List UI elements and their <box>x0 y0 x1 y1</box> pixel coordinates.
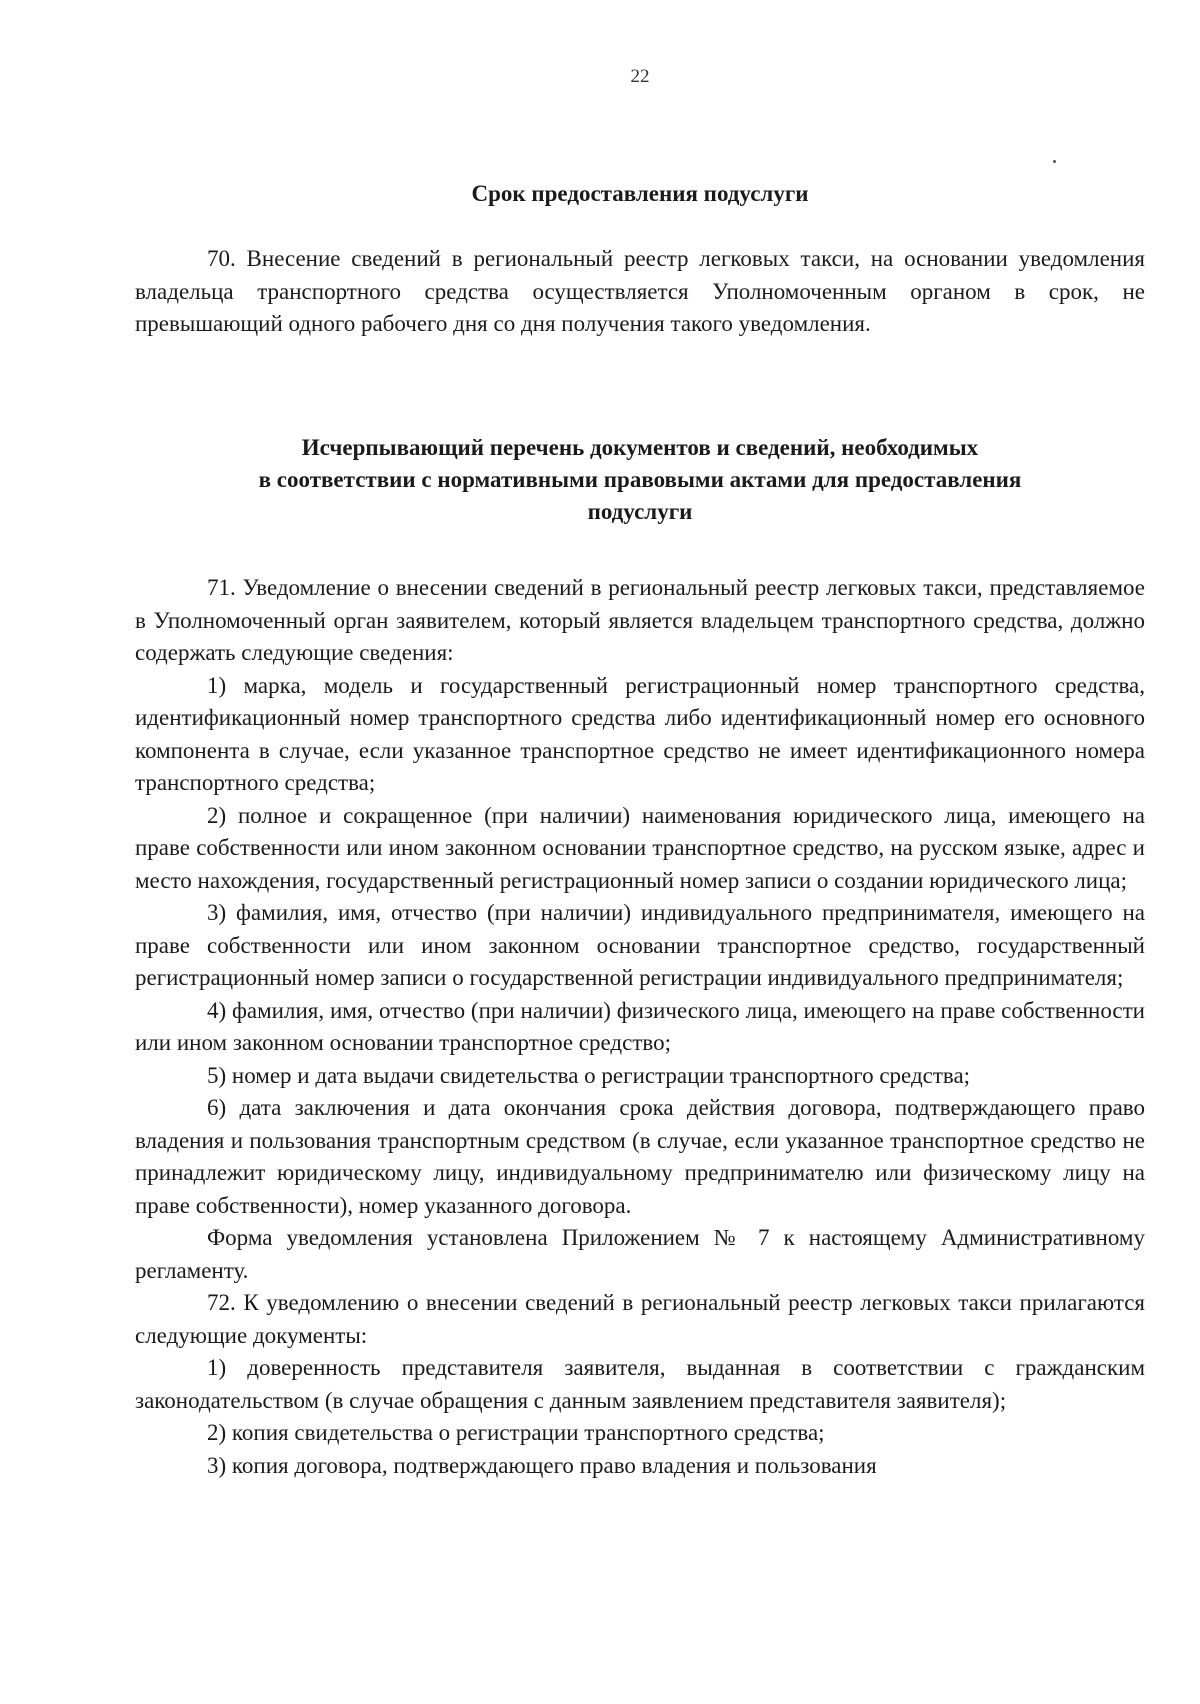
list-item-71-3: 3) фамилия, имя, отчество (при наличии) индивидуального предпринимателя, имеющего на праве собственности или ином законном основании транспортное средство, государственный регистрационный номер записи о государственной регистрации индивидуального предпринимателя; <box>135 900 1145 990</box>
paragraph-70: 70. Внесение сведений в региональный реестр легковых такси, на основании уведомления владельца транспортного средства осуществляется Уполномоченным органом в срок, не превышающий одного рабочего дня со дня получения такого уведомления. <box>135 246 1145 336</box>
list-item-71-4: 4) фамилия, имя, отчество (при наличии) физического лица, имеющего на праве собственности или ином законном основании транспортное средство; <box>135 997 1145 1055</box>
section-heading-service-term: Срок предоставления подуслуги <box>471 181 809 206</box>
heading-line-3: подуслуги <box>587 499 693 524</box>
list-item-72-1: 1) доверенность представителя заявителя, выданная в соответствии с гражданским законодательством (в случае обращения с данным заявлением представителя заявителя); <box>135 1355 1145 1413</box>
section-heading-documents-list <box>135 432 1145 528</box>
page-number: 22 <box>630 66 650 87</box>
list-item-72-3: 3) копия договора, подтверждающего право владения и пользования <box>207 1452 877 1478</box>
list-item-71-2: 2) полное и сокращенное (при наличии) наименования юридического лица, имеющего на праве собственности или ином законном основании транспортное средство, на русском языке, адрес и место нахождения, государственный регистрационный номер записи о создании юридического лица; <box>135 802 1145 893</box>
section-body-documents-list <box>135 572 1145 1482</box>
section-body-service-term <box>135 243 1145 341</box>
heading-line-1: Исчерпывающий перечень документов и сведений, необходимых <box>301 435 979 460</box>
list-item-71-6: 6) дата заключения и дата окончания срока действия договора, подтверждающего право владения и пользования транспортным средством (в случае, если указанное транспортное средство не принадлежит юридическому лицу, индивидуальному предпринимателю или физическому лицу на праве собственности), номер указанного договора. <box>135 1095 1145 1218</box>
paragraph-72: 72. К уведомлению о внесении сведений в региональный реестр легковых такси прилагаются следующие документы: <box>135 1290 1145 1348</box>
heading-line-2: в соответствии с нормативными правовыми актами для предоставления <box>258 467 1022 492</box>
paragraph-form-note: Форма уведомления установлена Приложением № 7 к настоящему Административному регламенту. <box>135 1225 1145 1283</box>
paragraph-71: 71. Уведомление о внесении сведений в региональный реестр легковых такси, представляемое в Уполномоченный орган заявителем, который является владельцем транспортного средства, должно содержать следующие сведения: <box>135 575 1145 665</box>
list-item-71-1: 1) марка, модель и государственный регистрационный номер транспортного средства, идентификационный номер транспортного средства либо идентификационный номер его основного компонента в случае, если указанное транспортное средство не имеет идентификационного номера транспортного средства; <box>135 672 1145 795</box>
list-item-71-5: 5) номер и дата выдачи свидетельства о регистрации транспортного средства; <box>207 1062 971 1088</box>
list-item-72-2: 2) копия свидетельства о регистрации транспортного средства; <box>207 1420 825 1445</box>
scan-artifact-dot <box>1053 160 1056 163</box>
